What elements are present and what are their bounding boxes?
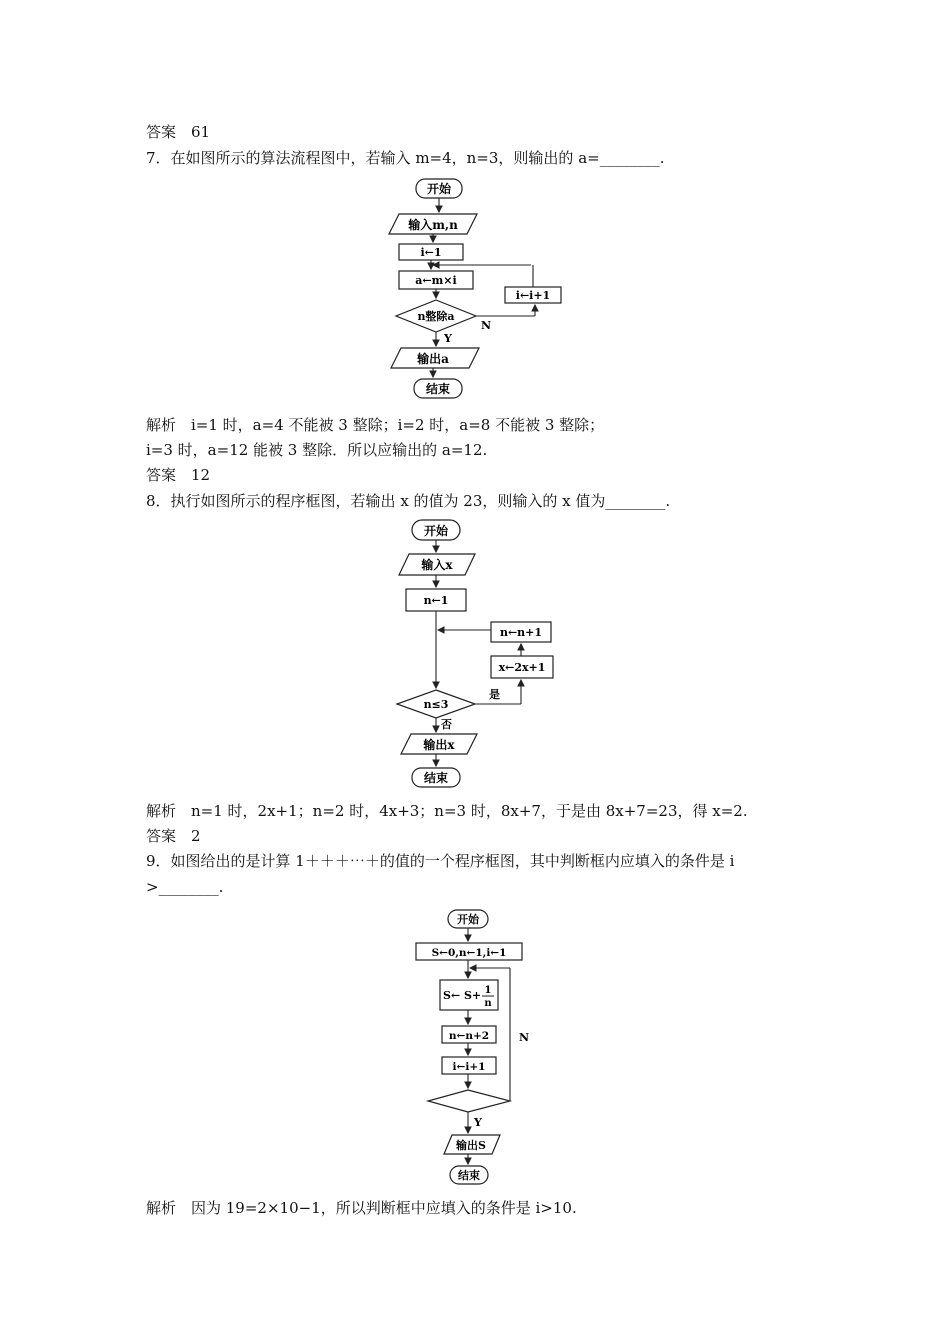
question-8: 8．执行如图所示的程序框图，若输出 x 的值为 23，则输入的 x 值为________. bbox=[146, 492, 671, 510]
question-7: 7．在如图所示的算法流程图中，若输入 m=4，n=3，则输出的 a=________. bbox=[146, 149, 665, 167]
output-label: 输出S bbox=[456, 1139, 486, 1152]
question-9-line1: 9．如图给出的是计算 1＋＋＋⋯＋的值的一个程序框图，其中判断框内应填入的条件是 i bbox=[146, 852, 735, 870]
init-label: n←1 bbox=[423, 594, 449, 607]
sum-num: 1 bbox=[484, 985, 492, 996]
output-label: 输出x bbox=[423, 738, 455, 752]
cond-diamond bbox=[428, 1090, 510, 1112]
no-label: N bbox=[519, 1031, 530, 1044]
solution-7-line2: i=3 时，a=12 能被 3 整除．所以应输出的 a=12. bbox=[146, 441, 488, 459]
output-label: 输出a bbox=[417, 352, 449, 366]
start-label: 开始 bbox=[426, 182, 452, 196]
no-label: N bbox=[481, 319, 492, 332]
start-label: 开始 bbox=[457, 913, 479, 926]
question-9-line2: >________. bbox=[146, 878, 224, 896]
inc-label: n←n+1 bbox=[499, 626, 543, 639]
solution-8: 解析 n=1 时，2x+1；n=2 时，4x+3；n=3 时，8x+7，于是由 8x+7=23，得 x=2. bbox=[146, 802, 748, 820]
end-label: 结束 bbox=[425, 382, 451, 396]
start-label: 开始 bbox=[423, 524, 449, 538]
answer-7: 答案 12 bbox=[146, 466, 211, 484]
n-update-label: n←n+2 bbox=[448, 1030, 490, 1042]
cond-label: n整除a bbox=[417, 310, 455, 323]
cond-label: n≤3 bbox=[423, 698, 449, 711]
flowchart-9 bbox=[410, 908, 540, 1190]
sum-den: n bbox=[484, 998, 492, 1009]
init-label: i←1 bbox=[420, 246, 442, 259]
assign-label: a←m×i bbox=[415, 274, 457, 287]
update-label: x←2x+1 bbox=[498, 661, 546, 674]
init-label: S←0,n←1,i←1 bbox=[431, 947, 507, 959]
yes-label: Y bbox=[474, 1116, 482, 1129]
yes-label: 是 bbox=[489, 688, 500, 701]
flowchart-8 bbox=[395, 518, 565, 790]
flowchart-7 bbox=[385, 176, 585, 402]
answer-8: 答案 2 bbox=[146, 827, 201, 845]
i-update-label: i←i+1 bbox=[452, 1061, 486, 1073]
solution-9: 解析 因为 19=2×10−1，所以判断框中应填入的条件是 i>10. bbox=[146, 1199, 577, 1217]
input-label: 输入x bbox=[421, 558, 453, 572]
end-label: 结束 bbox=[458, 1169, 480, 1182]
yes-label: Y bbox=[444, 332, 452, 345]
sum-lhs: S← S+ bbox=[443, 989, 482, 1002]
no-label: 否 bbox=[441, 718, 452, 731]
solution-7-line1: 解析 i=1 时，a=4 不能被 3 整除；i=2 时，a=8 不能被 3 整除； bbox=[146, 416, 605, 434]
input-label: 输入m,n bbox=[408, 218, 458, 232]
inc-label: i←i+1 bbox=[515, 289, 551, 302]
end-label: 结束 bbox=[423, 771, 449, 785]
answer-6: 答案 61 bbox=[146, 123, 211, 141]
